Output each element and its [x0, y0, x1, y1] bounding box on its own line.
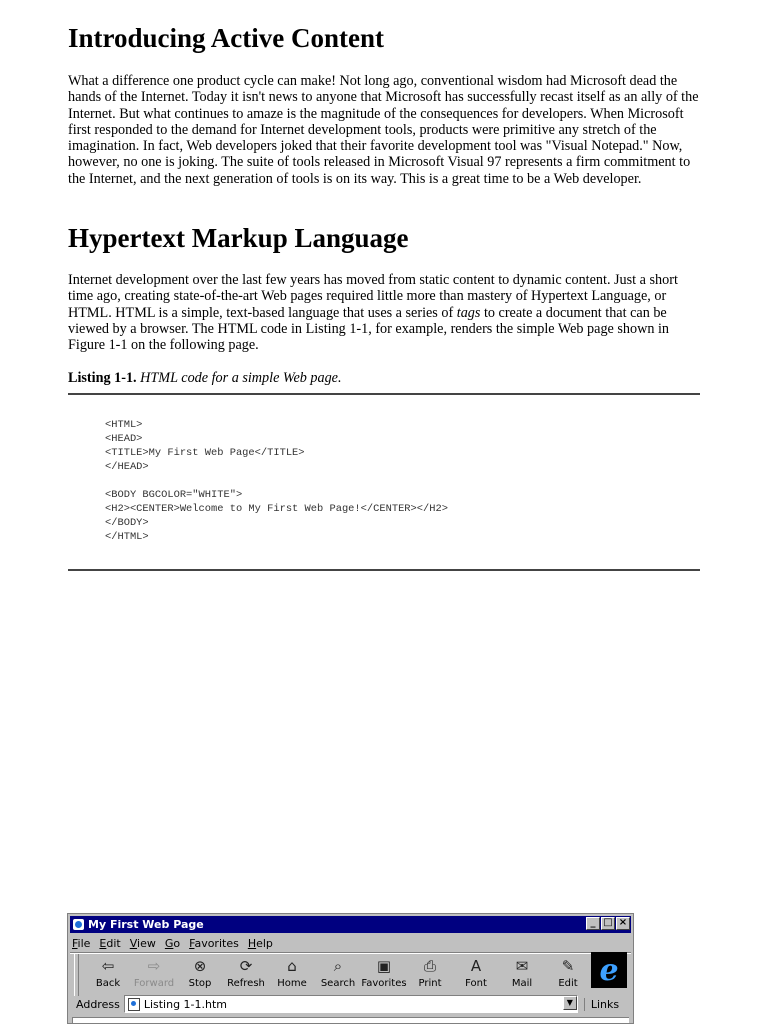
favorites-icon: ▣	[376, 957, 392, 975]
menu-edit[interactable]: Edit	[99, 936, 121, 950]
links-button[interactable]: Links	[584, 998, 619, 1011]
stop-label: Stop	[188, 978, 212, 989]
forward-button[interactable]	[131, 954, 177, 989]
print-button[interactable]	[407, 954, 453, 989]
edit-button[interactable]	[545, 954, 591, 989]
home-button[interactable]	[269, 954, 315, 989]
refresh-icon: ⟳	[239, 957, 253, 975]
home-label: Home	[277, 978, 307, 989]
mail-label: Mail	[511, 978, 533, 989]
html-paragraph-part2: to create a document that can be viewed by a browser. The HTML code in Listing 1-1, for example, renders the simple Web page shown in Figure 1-1 on the following page.	[68, 304, 670, 354]
stop-button[interactable]	[177, 954, 223, 989]
listing-label: Listing 1-1.	[68, 370, 137, 386]
search-button[interactable]	[315, 954, 361, 989]
menu-favorites[interactable]: Favorites	[189, 936, 239, 950]
search-icon: ⌕	[333, 957, 343, 975]
print-label: Print	[418, 978, 442, 989]
forward-label: Forward	[133, 978, 175, 989]
ie-logo-icon	[591, 952, 627, 988]
back-arrow-icon: ⇦	[101, 957, 115, 975]
address-value: Listing 1-1.htm	[143, 997, 228, 1011]
listing-top-rule	[68, 393, 700, 395]
section-heading-html: Hypertext Markup Language	[68, 223, 409, 253]
address-bar	[72, 994, 629, 1014]
browser-content-area[interactable]	[72, 1017, 629, 1024]
toolbar-grip[interactable]	[74, 954, 79, 996]
html-paragraph-part1: Internet development over the last few years has moved from static content to dynamic content. Just a short time ago, creating state-of-the-art Web pages required little more than mastery of Hypertext Language, or HTML. HTML is a simple, text-based language that uses a series of	[68, 272, 678, 321]
page-icon	[128, 998, 140, 1011]
menu-bar	[72, 935, 273, 951]
mail-button[interactable]	[499, 954, 545, 989]
address-dropdown-icon[interactable]: ▼	[563, 996, 577, 1010]
browser-window	[67, 913, 634, 1024]
minimize-button[interactable]: _	[586, 917, 600, 930]
refresh-button[interactable]	[223, 954, 269, 989]
intro-paragraph: What a difference one product cycle can make! Not long ago, conventional wisdom had Microsoft dead the hands of the Internet. Today it isn't news to anyone that Microsoft has successfully recast itself as an ally of the Internet. But what continues to amaze is the magnitude of the consequences for developers. When Microsoft first responded to the demand for Internet development tools, products were primitive any stretch of the imagination. In fact, Web developers joked that their favorite development tool was "Visual Notepad." Now, however, no one is joking. The suite of tools released in Microsoft Visual 97 represents a firm commitment to the Internet, and the next generation of tools is on its way. This is a great time to be a Web developer.	[68, 73, 699, 187]
address-label: Address	[76, 997, 120, 1011]
browser-title: My First Web Page	[88, 918, 204, 931]
html-paragraph	[68, 272, 704, 353]
close-button[interactable]: ×	[616, 917, 630, 930]
back-button[interactable]	[85, 954, 131, 989]
section-heading-active-content: Introducing Active Content	[68, 23, 385, 53]
menu-help[interactable]: Help	[247, 936, 273, 950]
stop-icon: ⊗	[193, 957, 207, 975]
ie-window-icon	[73, 919, 84, 930]
favorites-label: Favorites	[361, 978, 407, 989]
listing-caption-text: HTML code for a simple Web page.	[140, 370, 342, 386]
forward-arrow-icon: ⇨	[147, 957, 161, 975]
menu-file[interactable]: File	[72, 936, 91, 950]
font-button[interactable]	[453, 954, 499, 989]
window-controls	[586, 917, 630, 930]
listing-caption	[68, 370, 342, 387]
browser-titlebar[interactable]	[70, 916, 631, 933]
listing-bottom-rule	[68, 569, 700, 571]
refresh-label: Refresh	[227, 978, 265, 989]
address-field[interactable]	[124, 995, 578, 1013]
font-icon: A	[470, 957, 482, 975]
back-label: Back	[95, 978, 121, 989]
mail-icon: ✉	[515, 957, 529, 975]
search-label: Search	[320, 978, 356, 989]
home-icon: ⌂	[287, 957, 297, 975]
edit-label: Edit	[558, 978, 578, 989]
maximize-button[interactable]: □	[601, 917, 615, 930]
edit-icon: ✎	[561, 957, 575, 975]
listing-code: <HTML> <HEAD> <TITLE>My First Web Page</TITLE> </HEAD> <BODY BGCOLOR="WHITE"> <H2><CENTER>Welcome to My First Web Page!</CENTER></H2> </BODY> </HTML>	[105, 419, 448, 543]
ie-logo-letter: e	[599, 952, 619, 988]
print-icon: ⎙	[423, 957, 436, 975]
menu-view[interactable]: View	[129, 936, 156, 950]
favorites-button[interactable]	[361, 954, 407, 989]
html-paragraph-tags: tags	[456, 304, 481, 321]
menu-go[interactable]: Go	[164, 936, 181, 950]
font-label: Font	[465, 978, 487, 989]
